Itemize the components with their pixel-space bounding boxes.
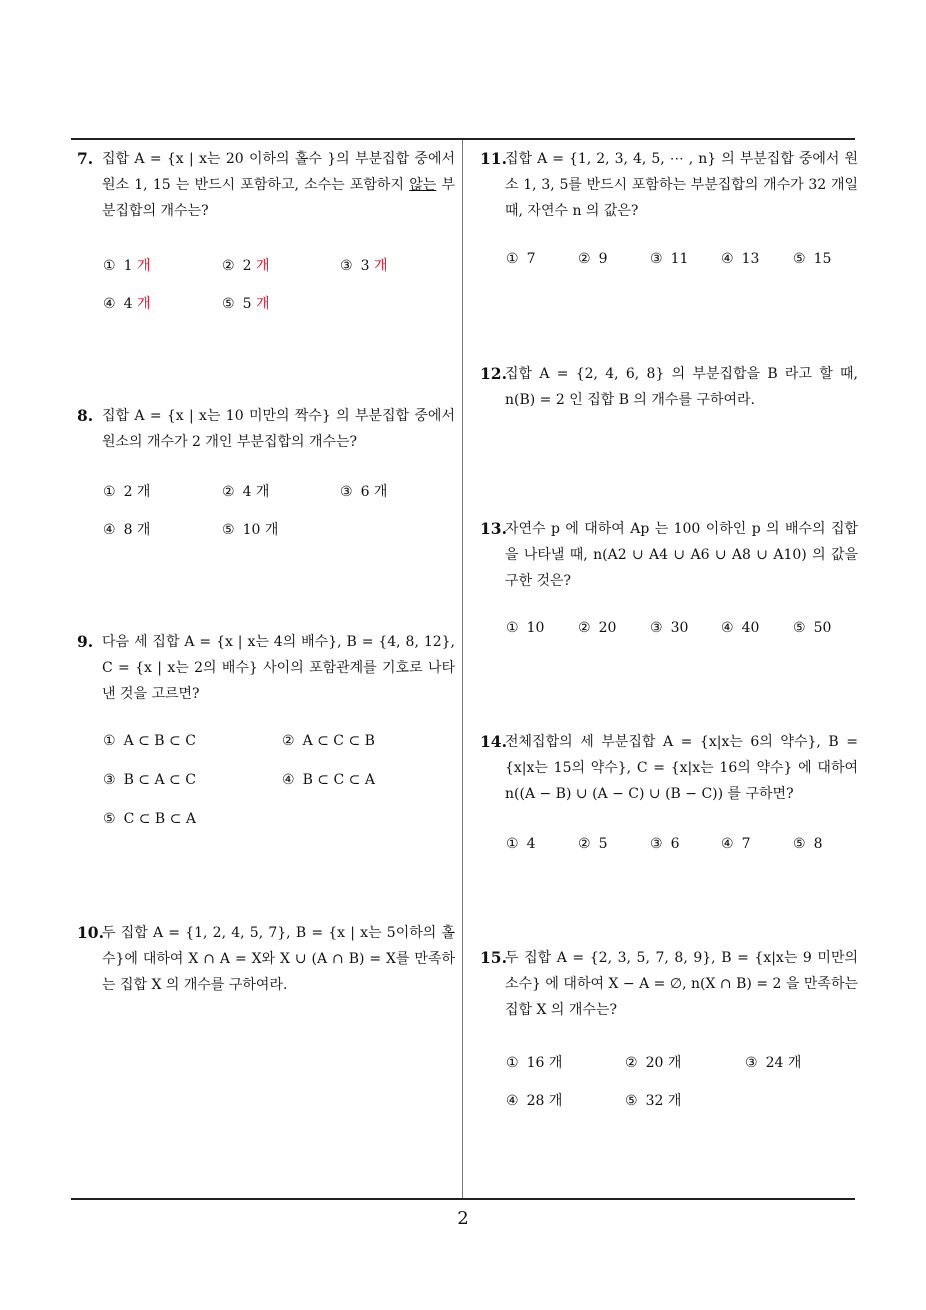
page-number: 2: [457, 1208, 469, 1229]
question-stem: 두 집합 A = {2, 3, 5, 7, 8, 9}, B = {x|x는 9 미만의 소수} 에 대하여 X − A = ∅, n(X ∩ B) = 2 을 만족하는 집합 X 의 개수는?: [505, 950, 858, 1018]
q14-option-1[interactable]: ① 4: [506, 836, 536, 852]
q13-option-2[interactable]: ② 20: [578, 620, 617, 636]
q7-option-4[interactable]: ④ 4 개: [103, 296, 151, 312]
question-13: [480, 516, 858, 594]
bottom-rule: [71, 1198, 855, 1200]
question-number: 9.: [77, 632, 94, 651]
q15-option-5[interactable]: ⑤ 32 개: [625, 1093, 682, 1109]
q8-option-3[interactable]: ③ 6 개: [340, 484, 388, 500]
q13-option-4[interactable]: ④ 40: [721, 620, 760, 636]
question-7: [77, 146, 455, 224]
q14-option-3[interactable]: ③ 6: [650, 836, 680, 852]
q11-option-4[interactable]: ④ 13: [721, 251, 760, 267]
top-rule: [71, 138, 855, 140]
question-15: [480, 945, 858, 1023]
q8-option-5[interactable]: ⑤ 10 개: [222, 522, 279, 538]
question-stem: 집합 A = {2, 4, 6, 8} 의 부분집합을 B 라고 할 때, n(B) = 2 인 집합 B 의 개수를 구하여라.: [505, 366, 858, 408]
question-12: [480, 361, 858, 413]
q9-option-2[interactable]: ② A ⊂ C ⊂ B: [282, 733, 375, 749]
question-stem: 다음 세 집합 A = {x | x는 4의 배수}, B = {4, 8, 12}, C = {x | x는 2의 배수} 사이의 포함관계를 기호로 나타낸 것을 고르면?: [102, 634, 455, 702]
q11-option-1[interactable]: ① 7: [506, 251, 536, 267]
q7-option-5[interactable]: ⑤ 5 개: [222, 296, 270, 312]
q15-option-2[interactable]: ② 20 개: [625, 1055, 682, 1071]
q7-option-1[interactable]: ① 1 개: [103, 258, 151, 274]
q9-option-5[interactable]: ⑤ C ⊂ B ⊂ A: [103, 811, 196, 827]
q7-option-3[interactable]: ③ 3 개: [340, 258, 388, 274]
q11-option-2[interactable]: ② 9: [578, 251, 608, 267]
question-number: 15.: [480, 948, 507, 967]
q11-option-3[interactable]: ③ 11: [650, 251, 689, 267]
question-number: 8.: [77, 406, 94, 425]
question-number: 12.: [480, 364, 507, 383]
underlined-word: 않는: [409, 177, 437, 193]
q8-option-1[interactable]: ① 2 개: [103, 484, 151, 500]
q13-option-5[interactable]: ⑤ 50: [793, 620, 832, 636]
q15-option-1[interactable]: ① 16 개: [506, 1055, 563, 1071]
q9-option-4[interactable]: ④ B ⊂ C ⊂ A: [282, 772, 375, 788]
question-stem: 자연수 p 에 대하여 Ap 는 100 이하인 p 의 배수의 집합을 나타낼 때, n(A2 ∪ A4 ∪ A6 ∪ A8 ∪ A10) 의 값을 구한 것은?: [505, 521, 858, 589]
q9-option-1[interactable]: ① A ⊂ B ⊂ C: [103, 733, 196, 749]
q7-option-2[interactable]: ② 2 개: [222, 258, 270, 274]
q14-option-4[interactable]: ④ 7: [721, 836, 751, 852]
question-stem: 전체집합의 세 부분집합 A = {x|x는 6의 약수}, B = {x|x는 15의 약수}, C = {x|x는 16의 약수} 에 대하여 n((A − B) ∪ (A − C) ∪ (B − C)) 를 구하면?: [505, 734, 858, 802]
q15-option-3[interactable]: ③ 24 개: [745, 1055, 802, 1071]
question-stem: 집합 A = {1, 2, 3, 4, 5, ⋯ , n} 의 부분집합 중에서 원소 1, 3, 5를 반드시 포함하는 부분집합의 개수가 32 개일 때, 자연수 n 의 값은?: [505, 151, 858, 219]
q14-option-2[interactable]: ② 5: [578, 836, 608, 852]
question-8: [77, 403, 455, 455]
q11-option-5[interactable]: ⑤ 15: [793, 251, 832, 267]
q8-option-4[interactable]: ④ 8 개: [103, 522, 151, 538]
question-14: [480, 729, 858, 807]
question-number: 7.: [77, 149, 94, 168]
column-divider: [462, 140, 463, 1198]
question-number: 14.: [480, 732, 507, 751]
question-stem: 두 집합 A = {1, 2, 4, 5, 7}, B = {x | x는 5이하의 홀수}에 대하여 X ∩ A = X와 X ∪ (A ∩ B) = X를 만족하는 집합 X 의 개수를 구하여라.: [102, 925, 455, 993]
q8-option-2[interactable]: ② 4 개: [222, 484, 270, 500]
q9-option-3[interactable]: ③ B ⊂ A ⊂ C: [103, 772, 196, 788]
question-number: 10.: [77, 923, 104, 942]
q15-option-4[interactable]: ④ 28 개: [506, 1093, 563, 1109]
question-stem: 집합 A = {x | x는 10 미만의 짝수} 의 부분집합 중에서 원소의 개수가 2 개인 부분집합의 개수는?: [102, 408, 455, 450]
question-number: 13.: [480, 519, 507, 538]
question-11: [480, 146, 858, 224]
question-9: [77, 629, 455, 707]
q13-option-3[interactable]: ③ 30: [650, 620, 689, 636]
question-number: 11.: [480, 149, 507, 168]
q13-option-1[interactable]: ① 10: [506, 620, 545, 636]
question-stem: 집합 A = {x | x는 20 이하의 홀수 }의 부분집합 중에서 원소 1, 15 는 반드시 포함하고, 소수는 포함하지 않는 부분집합의 개수는?: [102, 151, 456, 219]
question-10: [77, 920, 455, 998]
q14-option-5[interactable]: ⑤ 8: [793, 836, 823, 852]
